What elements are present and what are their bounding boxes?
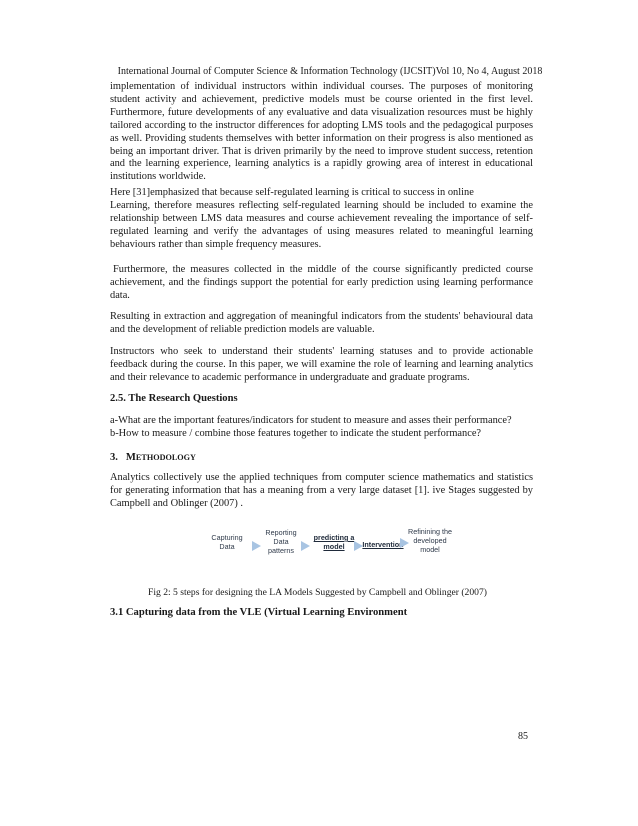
question-a: a-What are the important features/indicators for student to measure and asses their performance? — [110, 415, 512, 426]
step-reporting-data-patterns: Reporting Data patterns — [265, 528, 297, 555]
step-capturing-data: Capturing Data — [211, 533, 243, 551]
question-b: b-How to measure / combine those features together to indicate the student performance? — [110, 427, 482, 439]
journal-header: International Journal of Computer Science & Information Technology (IJCSIT)Vol 10, No 4, August 2018 — [117, 66, 543, 77]
research-questions-list — [110, 415, 533, 441]
la-model-steps-figure — [195, 524, 455, 586]
figure-caption: Fig 2: 5 steps for designing the LA Models Suggested by Campbell and Oblinger (2007) — [148, 587, 487, 598]
page-number: 85 — [518, 731, 528, 742]
step-intervention: Intervention — [362, 540, 404, 549]
heading-capturing-data: 3.1 Capturing data from the VLE (Virtual Learning Environment — [110, 607, 408, 618]
step-refining-model: Refinining the developed model — [408, 527, 452, 554]
paragraph-self-regulated: Here [31]emphasized that because self-regulated learning is critical to success in online Learning, therefore measures reflecting self-regulated learning should be included to examine the relationship between LMS data measures and course achievement revealing the importance of self-regulated learning and verify the advantages of using measures related to meaningful learning behaviours rather than simple frequency measures. — [110, 187, 533, 250]
heading-methodology: 3. METHODOLOGY — [110, 452, 196, 463]
paragraph-analytics: Analytics collectively use the applied techniques from computer science mathematics and statistics for generating information that has a meaning from a very large dataset [1]. ive Stages suggested by Campbell and Oblinger (2007) . — [110, 472, 533, 509]
paragraph-measures: Furthermore, the measures collected in the middle of the course significantly predicted course achievement, and the findings support the potential for early prediction using learning performance data. — [110, 264, 533, 301]
paragraph-extraction: Resulting in extraction and aggregation of meaningful indicators from the students' behavioural data and the development of reliable prediction models are valuable. — [110, 311, 533, 335]
step-predicting-model: predicting a model — [313, 533, 355, 551]
heading-research-questions: 2.5. The Research Questions — [110, 393, 238, 404]
paragraph-implementation: implementation of individual instructors within individual courses. The purposes of monitoring student activity and achievement, predictive models must be course oriented in the first level. Furthermore, future developments of any evaluative and data visualization resources must be highly tailored according to the instructor differences for adopting LMS tools and the pedagogical purposes as well. Providing students themselves with better information on their progress is also mentioned as being an important driver. That is driven primarily by the need to improve student success, retention and the learning experience, learning analytics is a rapidly growing area of interest in educational institutions worldwide. — [110, 81, 533, 183]
paragraph-instructors: Instructors who seek to understand their students' learning statuses and to provide actionable feedback during the course. In this paper, we will examine the role of learning and learning analytics and their relevance to academic performance in undergraduate and graduate programs. — [110, 346, 533, 383]
